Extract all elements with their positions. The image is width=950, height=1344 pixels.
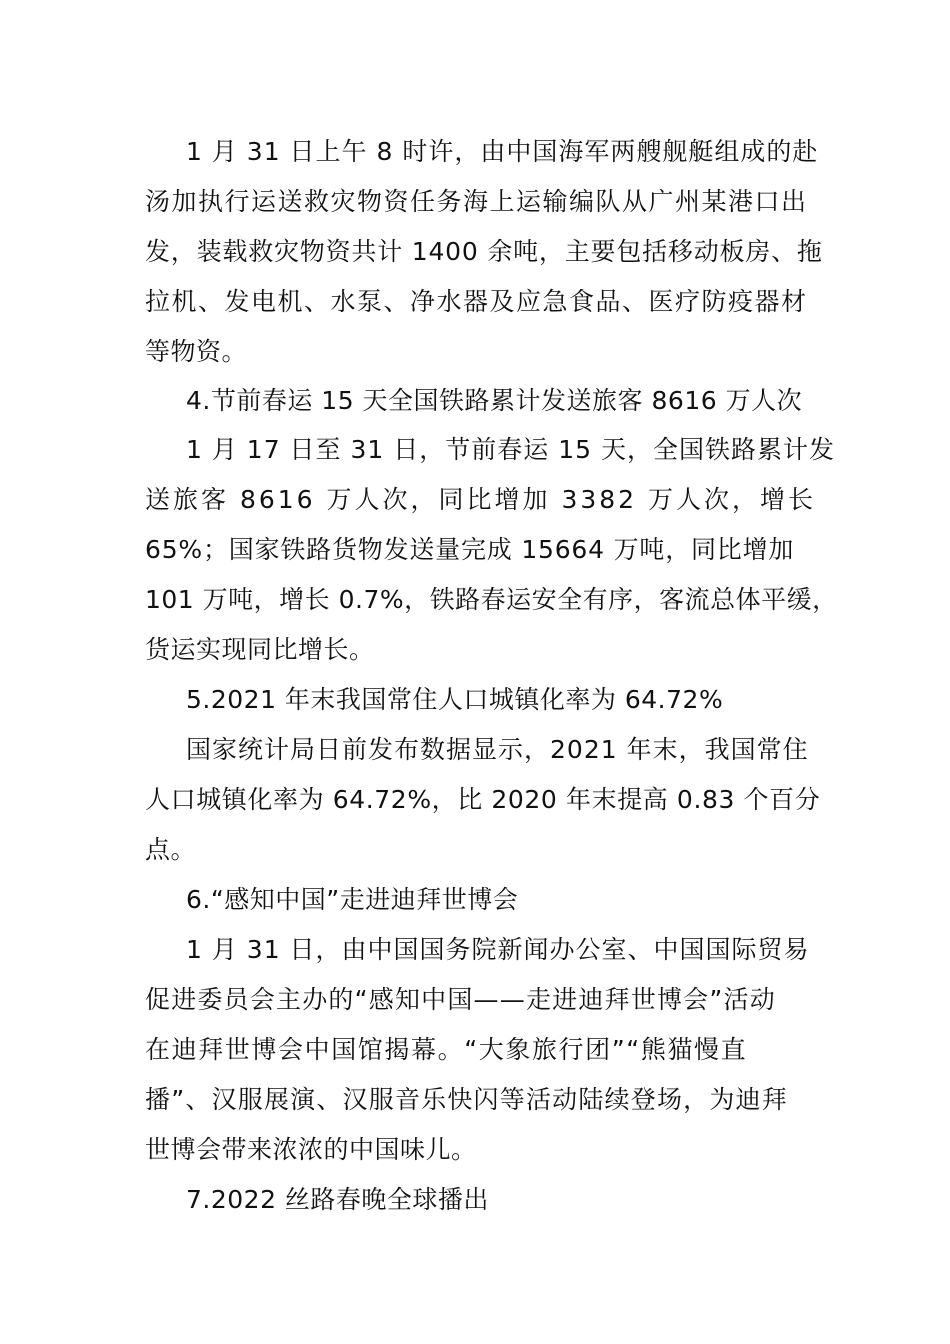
section-heading: 6.“感知中国”走进迪拜世博会 [186,885,519,914]
section-heading: 5.2021 年末我国常住人口城镇化率为 64.72% [186,685,724,714]
paragraph-line: 101 万吨，增长 0.7%，铁路春运安全有序，客流总体平缓， [145,585,838,614]
paragraph-line: 人口城镇化率为 64.72%，比 2020 年末提高 0.83 个百分 [145,785,821,814]
paragraph-line: 货运实现同比增长。 [145,635,375,664]
paragraph-line: 在迪拜世博会中国馆揭幕。“大象旅行团”“熊猫慢直 [145,1035,748,1064]
paragraph-line: 拉机、发电机、水泵、净水器及应急食品、医疗防疫器材 [145,287,808,316]
section-heading: 7.2022 丝路春晚全球播出 [186,1185,489,1214]
paragraph-line: 汤加执行运送救灾物资任务海上运输编队从广州某港口出 [145,187,808,216]
paragraph-line: 促进委员会主办的“感知中国——走进迪拜世博会”活动 [145,985,776,1014]
section-heading: 4.节前春运 15 天全国铁路累计发送旅客 8616 万人次 [186,386,803,415]
paragraph-line: 发，装载救灾物资共计 1400 余吨，主要包括移动板房、拖 [145,237,823,266]
paragraph-line: 1 月 31 日上午 8 时许，由中国海军两艘舰艇组成的赴 [186,137,819,166]
paragraph-line: 播”、汉服展演、汉服音乐快闪等活动陆续登场，为迪拜 [145,1085,788,1114]
paragraph-line: 1 月 31 日，由中国国务院新闻办公室、中国国际贸易 [186,935,810,964]
paragraph-line: 65%；国家铁路货物发送量完成 15664 万吨，同比增加 [145,535,795,564]
paragraph-line: 1 月 17 日至 31 日，节前春运 15 天，全国铁路累计发 [186,435,835,464]
paragraph-line: 国家统计局日前发布数据显示，2021 年末，我国常住 [186,735,809,764]
paragraph-line: 等物资。 [145,337,248,366]
paragraph-line: 点。 [145,835,197,864]
paragraph-line: 送旅客 8616 万人次，同比增加 3382 万人次，增长 [145,485,817,514]
paragraph-line: 世博会带来浓浓的中国味儿。 [145,1135,477,1164]
